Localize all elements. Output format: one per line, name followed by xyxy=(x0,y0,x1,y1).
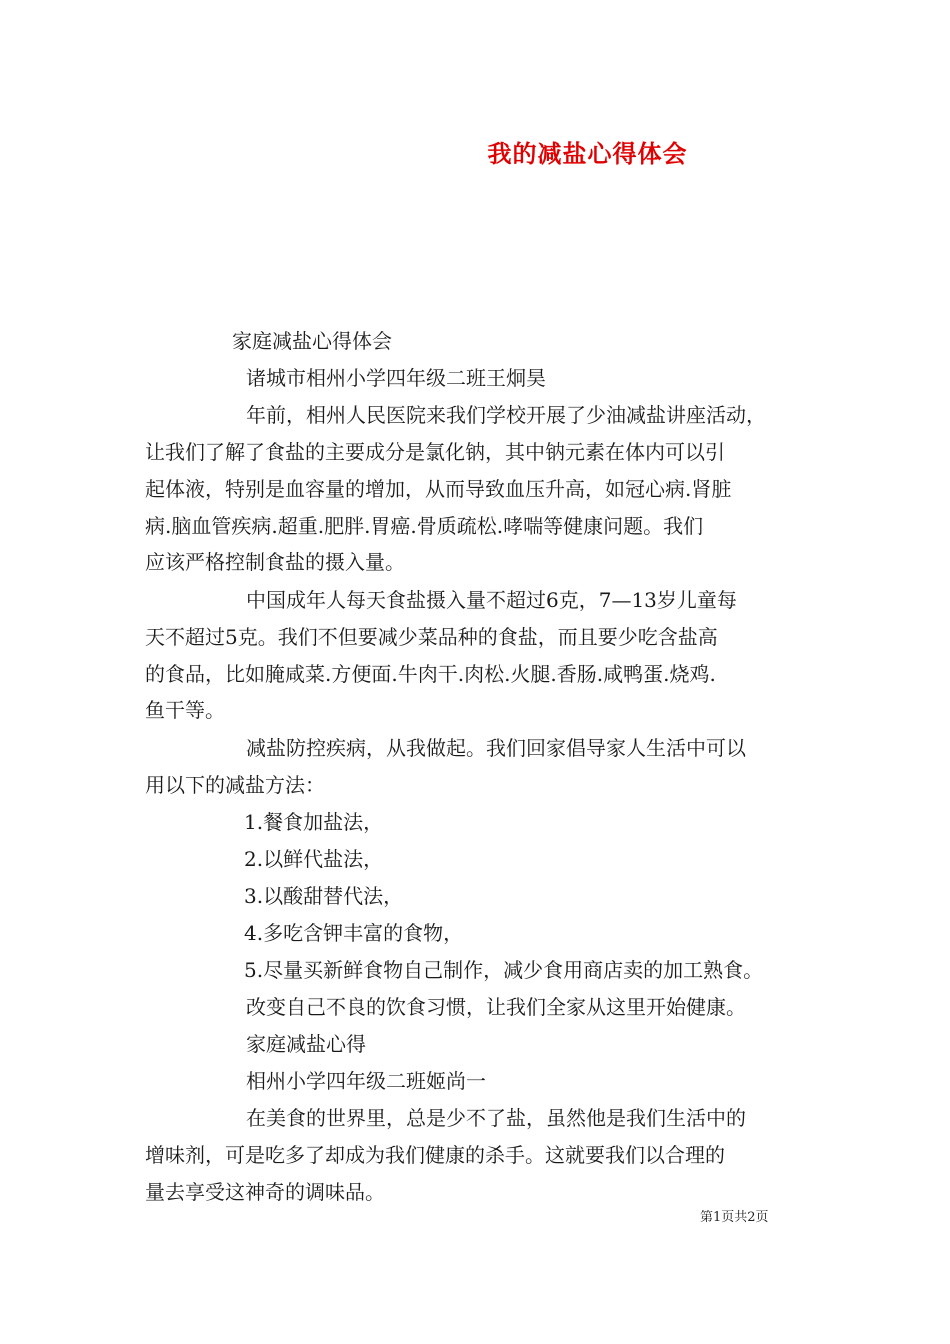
paragraph-line: 用以下的减盐方法： xyxy=(145,773,325,797)
subheading-2: 家庭减盐心得 xyxy=(246,1032,366,1056)
subheading-1: 家庭减盐心得体会 xyxy=(232,329,392,353)
paragraph-line: 年前，相州人民医院来我们学校开展了少油减盐讲座活动， xyxy=(246,403,766,427)
paragraph-line: 病.脑血管疾病.超重.肥胖.胃癌.骨质疏松.哮喘等健康问题。我们 xyxy=(145,514,704,538)
paragraph-line: 量去享受这神奇的调味品。 xyxy=(145,1180,385,1204)
page-number: 第1页共2页 xyxy=(700,1210,769,1225)
paragraph-line: 让我们了解了食盐的主要成分是氯化钠，其中钠元素在体内可以引 xyxy=(145,440,725,464)
paragraph-line: 减盐防控疾病，从我做起。我们回家倡导家人生活中可以 xyxy=(246,736,746,760)
paragraph-line: 鱼干等。 xyxy=(145,698,225,722)
paragraph-line: 增味剂，可是吃多了却成为我们健康的杀手。这就要我们以合理的 xyxy=(145,1143,725,1167)
paragraph-line: 中国成年人每天食盐摄入量不超过6克，7—13岁儿童每 xyxy=(246,588,737,612)
author-line-2: 相州小学四年级二班姬尚一 xyxy=(246,1069,486,1093)
list-item: 5.尽量买新鲜食物自己制作，减少食用商店卖的加工熟食。 xyxy=(244,958,764,982)
paragraph-line: 起体液，特别是血容量的增加，从而导致血压升高，如冠心病.肾脏 xyxy=(145,477,732,501)
paragraph-line: 天不超过5克。我们不但要减少菜品种的食盐，而且要少吃含盐高 xyxy=(145,625,718,649)
paragraph-line: 改变自己不良的饮食习惯，让我们全家从这里开始健康。 xyxy=(246,995,746,1019)
author-line-1: 诸城市相州小学四年级二班王炯昊 xyxy=(246,366,546,390)
paragraph-line: 在美食的世界里，总是少不了盐，虽然他是我们生活中的 xyxy=(246,1106,746,1130)
page-title: 我的减盐心得体会 xyxy=(487,139,688,168)
paragraph-line: 的食品，比如腌咸菜.方便面.牛肉干.肉松.火腿.香肠.咸鸭蛋.烧鸡. xyxy=(145,662,716,686)
list-item: 2.以鲜代盐法， xyxy=(244,847,384,871)
list-item: 1.餐食加盐法， xyxy=(244,810,384,834)
paragraph-line: 应该严格控制食盐的摄入量。 xyxy=(145,550,405,574)
list-item: 3.以酸甜替代法， xyxy=(244,884,404,908)
list-item: 4.多吃含钾丰富的食物， xyxy=(244,921,464,945)
